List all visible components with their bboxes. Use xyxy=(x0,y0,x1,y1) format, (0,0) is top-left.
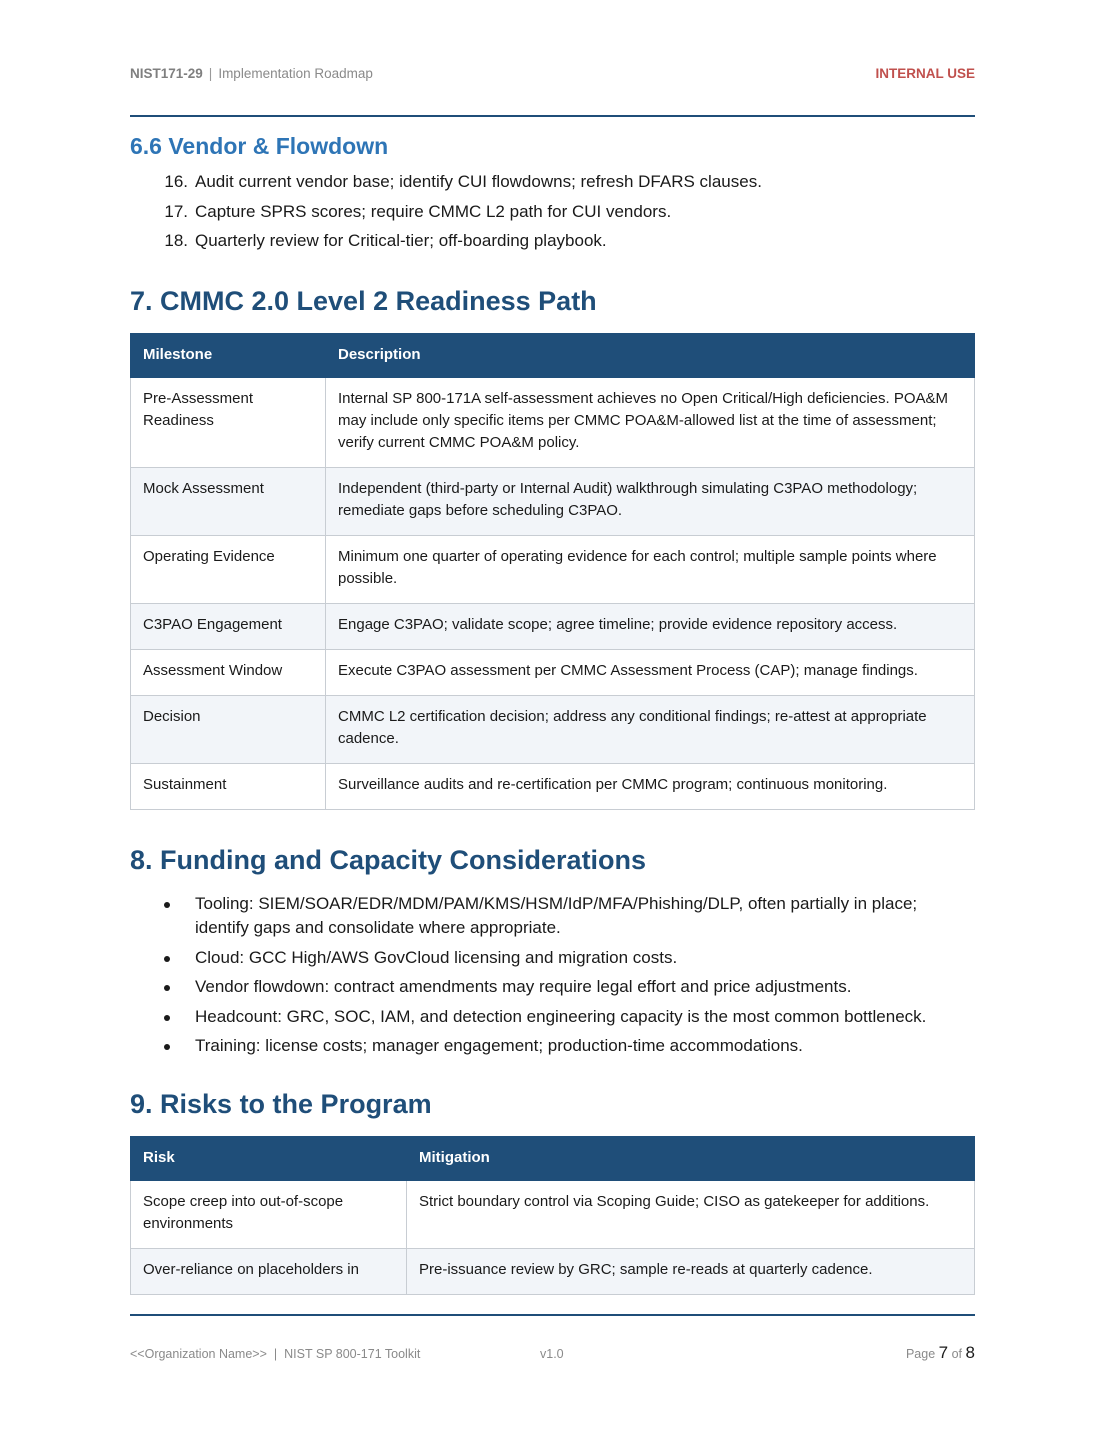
table-row: Operating Evidence Minimum one quarter of operating evidence for each control; multiple sample points where possible. xyxy=(131,536,975,604)
header-rule xyxy=(130,115,975,117)
page-number: Page 7 of 8 xyxy=(905,1343,975,1362)
table-row: Assessment Window Execute C3PAO assessment per CMMC Assessment Process (CAP); manage findings. xyxy=(131,650,975,696)
table-row: C3PAO Engagement Engage C3PAO; validate scope; agree timeline; provide evidence repository access. xyxy=(131,604,975,650)
doc-code: NIST171-29 xyxy=(130,66,203,81)
footer-toolkit: NIST SP 800-171 Toolkit xyxy=(284,1347,421,1361)
table-row: Over-reliance on placeholders in Pre-issuance review by GRC; sample re-reads at quarterly cadence. xyxy=(131,1249,975,1295)
footer-rule xyxy=(130,1314,975,1316)
page-content xyxy=(130,130,975,1295)
funding-bullets-list xyxy=(130,892,975,1058)
list-item: Headcount: GRC, SOC, IAM, and detection engineering capacity is the most common bottleneck. xyxy=(130,1005,975,1029)
table-row: Pre-Assessment Readiness Internal SP 800-171A self-assessment achieves no Open Critical/High deficiencies. POA&M may include only specific items per CMMC POA&M-allowed list at the time of assessment; verify current CMMC POA&M policy. xyxy=(131,378,975,468)
bullet-icon xyxy=(130,1034,195,1058)
page-header xyxy=(130,66,975,86)
footer-version: v1.0 xyxy=(540,1347,564,1361)
section-8-heading: 8. Funding and Capacity Considerations xyxy=(130,845,647,875)
column-header-milestone: Milestone xyxy=(131,334,326,378)
section-7-heading: 7. CMMC 2.0 Level 2 Readiness Path xyxy=(130,286,597,316)
doc-title: Implementation Roadmap xyxy=(218,66,373,81)
table-row: Scope creep into out-of-scope environments Strict boundary control via Scoping Guide; CISO as gatekeeper for additions. xyxy=(131,1181,975,1249)
table-row: Mock Assessment Independent (third-party or Internal Audit) walkthrough simulating C3PAO methodology; remediate gaps before scheduling C3PAO. xyxy=(131,468,975,536)
column-header-mitigation: Mitigation xyxy=(407,1137,975,1181)
table-row: Sustainment Surveillance audits and re-certification per CMMC program; continuous monitoring. xyxy=(131,764,975,810)
list-item: Tooling: SIEM/SOAR/EDR/MDM/PAM/KMS/HSM/IdP/MFA/Phishing/DLP, often partially in place; identify gaps and consolidate where appropriate. xyxy=(130,892,975,940)
header-separator: | xyxy=(208,66,213,81)
list-item: 17. Capture SPRS scores; require CMMC L2 path for CUI vendors. xyxy=(164,201,672,221)
footer-org: <<Organization Name>> xyxy=(130,1347,267,1361)
list-item: 18. Quarterly review for Critical-tier; off-boarding playbook. xyxy=(164,231,607,250)
readiness-path-table xyxy=(130,333,975,810)
classification-label: INTERNAL USE xyxy=(875,66,975,81)
bullet-icon xyxy=(130,892,195,940)
list-item: Vendor flowdown: contract amendments may require legal effort and price adjustments. xyxy=(130,975,975,999)
section-6-6-heading: 6.6 Vendor & Flowdown xyxy=(130,133,389,159)
column-header-description: Description xyxy=(326,334,975,378)
footer-separator: | xyxy=(273,1347,278,1361)
vendor-steps-list xyxy=(130,170,975,253)
table-row: Decision CMMC L2 certification decision; address any conditional findings; re-attest at appropriate cadence. xyxy=(131,696,975,764)
page-footer xyxy=(130,1343,975,1369)
list-item: 16. Audit current vendor base; identify CUI flowdowns; refresh DFARS clauses. xyxy=(164,172,762,191)
bullet-icon xyxy=(130,975,195,999)
section-9-heading: 9. Risks to the Program xyxy=(130,1089,432,1119)
list-item: Training: license costs; manager engagement; production-time accommodations. xyxy=(130,1034,975,1058)
risks-table xyxy=(130,1136,975,1295)
bullet-icon xyxy=(130,1005,195,1029)
bullet-icon xyxy=(130,946,195,970)
column-header-risk: Risk xyxy=(131,1137,407,1181)
list-item: Cloud: GCC High/AWS GovCloud licensing and migration costs. xyxy=(130,946,975,970)
